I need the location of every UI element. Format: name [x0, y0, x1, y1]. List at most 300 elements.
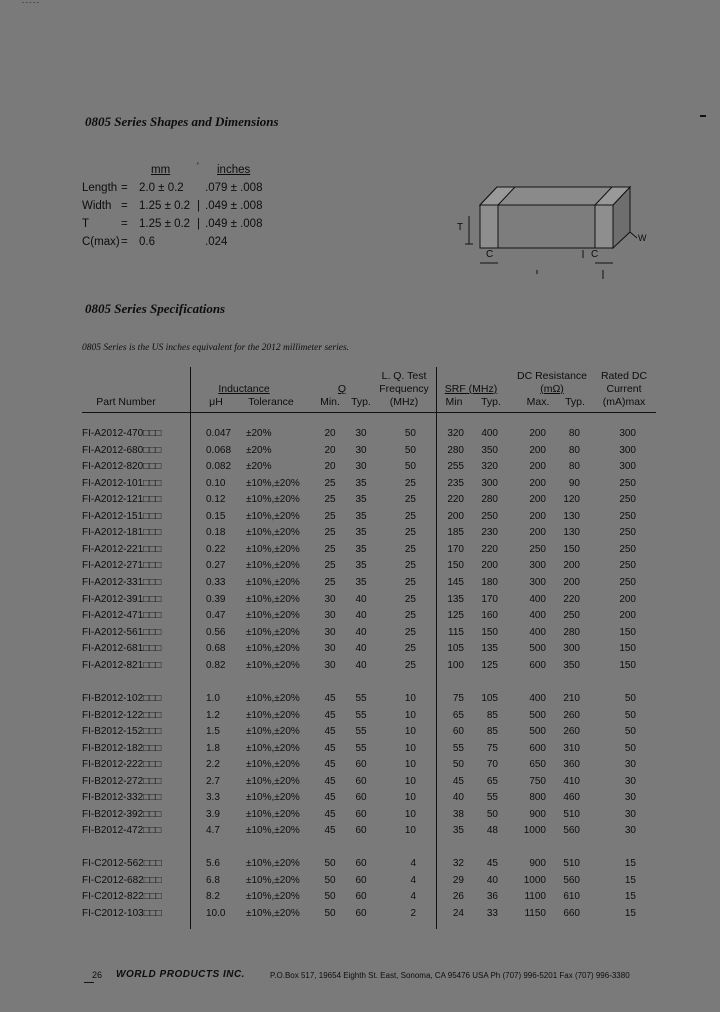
cell-q-typ: 55 [355, 742, 367, 754]
cell-q-typ: 60 [355, 825, 367, 837]
cell-q-min: 45 [324, 693, 336, 704]
cell-q-min: 20 [324, 461, 336, 473]
cell-q-min: 50 [324, 907, 336, 919]
cell-dcr-max: 750 [529, 775, 546, 787]
cell-q-typ: 35 [355, 543, 367, 555]
cell-rated-current: 15 [624, 858, 636, 869]
dim-label: Length [82, 182, 118, 194]
cell-part-number: FI-B2012-332□□□ [82, 792, 162, 804]
cell-tolerance: ±10%,±20% [246, 874, 300, 886]
cell-q-min: 30 [324, 610, 336, 622]
cell-q-typ: 30 [355, 428, 367, 439]
cell-srf-typ: 400 [481, 428, 498, 439]
cell-dcr-max: 600 [529, 659, 546, 671]
cell-inductance: 1.0 [206, 693, 220, 704]
cell-part-number: FI-A2012-680□□□ [82, 444, 162, 456]
cell-dcr-max: 800 [529, 792, 546, 804]
cell-dcr-max: 200 [529, 477, 546, 489]
cell-q-typ: 60 [355, 808, 367, 820]
header-rule [82, 412, 656, 413]
cell-q-min: 50 [324, 874, 336, 886]
cell-tolerance: ±10%,±20% [246, 891, 300, 903]
company-address: P.O.Box 517, 19654 Eighth St. East, Sonoma, CA 95476 USA Ph (707) 996-5201 Fax (707) 996-3380 [270, 971, 630, 980]
cell-test-freq: 10 [404, 693, 416, 704]
cell-q-typ: 55 [355, 726, 367, 738]
cell-dcr-max: 1100 [524, 891, 546, 903]
cell-dcr-typ: 90 [568, 477, 580, 489]
cell-rated-current: 200 [619, 610, 636, 622]
cell-srf-min: 32 [452, 858, 464, 869]
cell-inductance: 0.39 [206, 593, 226, 605]
cell-part-number: FI-A2012-101□□□ [82, 477, 162, 489]
hdr-srf: SRF (MHz) [444, 383, 498, 395]
cell-inductance: 2.7 [206, 775, 220, 787]
cell-inductance: 3.3 [206, 792, 220, 804]
cell-test-freq: 4 [410, 891, 416, 903]
dim-mm: 0.6 [139, 236, 155, 248]
footer-tick [84, 982, 94, 983]
cell-srf-typ: 48 [486, 825, 498, 837]
cell-srf-typ: 170 [481, 593, 498, 605]
cell-test-freq: 10 [404, 808, 416, 820]
cell-srf-typ: 70 [486, 759, 498, 771]
dim-tick: ' [197, 161, 199, 171]
cell-srf-min: 320 [447, 428, 464, 439]
cell-srf-min: 185 [447, 527, 464, 539]
cell-dcr-max: 400 [529, 610, 546, 622]
dim-label: T [82, 218, 90, 230]
hdr-srf-typ: Typ. [481, 396, 501, 408]
cell-srf-typ: 200 [481, 560, 498, 572]
cell-dcr-max: 200 [529, 527, 546, 539]
cell-test-freq: 10 [404, 759, 416, 771]
cell-inductance: 0.33 [206, 576, 226, 588]
cell-q-typ: 30 [355, 461, 367, 473]
cell-q-min: 45 [324, 759, 336, 771]
cell-inductance: 1.2 [206, 709, 220, 721]
cell-test-freq: 50 [404, 428, 416, 439]
dim-col-inches: inches [217, 164, 251, 176]
cell-srf-typ: 150 [481, 626, 498, 638]
hdr-tolerance: Tolerance [248, 396, 294, 408]
page-number: 26 [92, 970, 103, 980]
cell-rated-current: 300 [619, 444, 636, 456]
cell-inductance: 1.8 [206, 742, 220, 754]
hdr-rated-2: Current [606, 383, 642, 395]
vrule-1 [190, 367, 191, 929]
cell-tolerance: ±10%,±20% [246, 726, 300, 738]
cell-inductance: 0.82 [206, 659, 226, 671]
cell-test-freq: 4 [410, 874, 416, 886]
chip-diagram [455, 180, 655, 280]
cell-inductance: 3.9 [206, 808, 220, 820]
cell-dcr-typ: 80 [568, 461, 580, 473]
cell-srf-typ: 105 [481, 693, 498, 704]
cell-srf-min: 170 [447, 543, 464, 555]
cell-q-min: 45 [324, 775, 336, 787]
cell-dcr-typ: 560 [563, 825, 580, 837]
cell-dcr-max: 400 [529, 693, 546, 704]
cell-test-freq: 10 [404, 775, 416, 787]
cell-dcr-max: 200 [529, 494, 546, 506]
cell-dcr-typ: 350 [563, 659, 580, 671]
cell-test-freq: 25 [404, 593, 416, 605]
cell-srf-typ: 36 [486, 891, 498, 903]
cell-rated-current: 150 [619, 659, 636, 671]
cell-srf-min: 200 [447, 510, 464, 522]
cell-test-freq: 25 [404, 576, 416, 588]
cell-tolerance: ±10%,±20% [246, 610, 300, 622]
shapes-title: 0805 Series Shapes and Dimensions [85, 114, 279, 129]
cell-srf-min: 26 [452, 891, 464, 903]
cell-test-freq: 4 [410, 858, 416, 869]
intro-text: 0805 Series is the US inches equivalent for the 2012 millimeter series. [82, 343, 350, 353]
cell-q-typ: 35 [355, 510, 367, 522]
cell-tolerance: ±10%,±20% [246, 693, 300, 704]
cell-rated-current: 250 [619, 543, 636, 555]
cell-q-min: 45 [324, 709, 336, 721]
cell-dcr-typ: 80 [568, 444, 580, 456]
cell-test-freq: 10 [404, 792, 416, 804]
cell-dcr-max: 200 [529, 510, 546, 522]
cell-inductance: 10.0 [206, 907, 226, 919]
cell-dcr-max: 650 [529, 759, 546, 771]
cell-srf-typ: 65 [486, 775, 498, 787]
cell-dcr-typ: 410 [563, 775, 580, 787]
cell-srf-typ: 280 [481, 494, 498, 506]
cell-part-number: FI-B2012-182□□□ [82, 742, 162, 754]
cell-inductance: 0.47 [206, 610, 226, 622]
cell-tolerance: ±10%,±20% [246, 477, 300, 489]
label-t: T [457, 222, 464, 233]
cell-test-freq: 50 [404, 444, 416, 456]
cell-test-freq: 25 [404, 494, 416, 506]
cell-q-typ: 60 [355, 891, 367, 903]
cell-dcr-max: 1150 [524, 907, 546, 919]
cell-srf-min: 45 [452, 775, 464, 787]
cell-part-number: FI-A2012-820□□□ [82, 461, 162, 473]
cell-q-typ: 40 [355, 643, 367, 655]
cell-test-freq: 25 [404, 527, 416, 539]
cell-dcr-typ: 130 [563, 527, 580, 539]
cell-srf-min: 125 [447, 610, 464, 622]
cell-test-freq: 25 [404, 610, 416, 622]
cell-tolerance: ±10%,±20% [246, 742, 300, 754]
cell-dcr-typ: 310 [563, 742, 580, 754]
cell-dcr-max: 500 [529, 643, 546, 655]
cell-rated-current: 30 [624, 759, 636, 771]
cell-srf-typ: 40 [486, 874, 498, 886]
cell-srf-min: 24 [452, 907, 464, 919]
cell-srf-min: 75 [452, 693, 464, 704]
cell-dcr-typ: 510 [563, 808, 580, 820]
cell-inductance: 8.2 [206, 891, 220, 903]
cell-inductance: 2.2 [206, 759, 220, 771]
cell-tolerance: ±10%,±20% [246, 759, 300, 771]
cell-srf-typ: 180 [481, 576, 498, 588]
cell-tolerance: ±10%,±20% [246, 626, 300, 638]
cell-q-min: 45 [324, 808, 336, 820]
cell-tolerance: ±10%,±20% [246, 825, 300, 837]
cell-dcr-typ: 610 [563, 891, 580, 903]
cell-rated-current: 250 [619, 477, 636, 489]
cell-part-number: FI-A2012-681□□□ [82, 643, 162, 655]
cell-rated-current: 30 [624, 792, 636, 804]
cell-dcr-typ: 510 [563, 858, 580, 869]
company-name: WORLD PRODUCTS INC. [116, 969, 245, 980]
cell-part-number: FI-A2012-271□□□ [82, 560, 162, 572]
cell-q-min: 25 [324, 560, 336, 572]
cell-q-min: 45 [324, 742, 336, 754]
cell-srf-typ: 220 [481, 543, 498, 555]
cell-dcr-max: 900 [529, 808, 546, 820]
cell-srf-min: 235 [447, 477, 464, 489]
dim-eq: = [121, 182, 128, 194]
cell-dcr-max: 250 [529, 543, 546, 555]
cell-q-typ: 60 [355, 907, 367, 919]
dim-eq: = [121, 218, 128, 230]
edge-mark [700, 115, 706, 117]
cell-tolerance: ±10%,±20% [246, 494, 300, 506]
cell-q-min: 45 [324, 726, 336, 738]
cell-dcr-max: 200 [529, 428, 546, 439]
cell-tolerance: ±20% [246, 428, 272, 439]
dim-inches: .049 ± .008 [205, 218, 263, 230]
cell-test-freq: 25 [404, 477, 416, 489]
cell-inductance: 0.047 [206, 428, 232, 439]
cell-dcr-max: 300 [529, 560, 546, 572]
cell-test-freq: 25 [404, 560, 416, 572]
cell-test-freq: 10 [404, 742, 416, 754]
cell-inductance: 0.68 [206, 643, 226, 655]
cell-rated-current: 150 [619, 643, 636, 655]
cell-inductance: 0.18 [206, 527, 226, 539]
cell-rated-current: 50 [624, 709, 636, 721]
cell-inductance: 0.10 [206, 477, 226, 489]
hdr-dcr-max: Max. [526, 396, 550, 408]
cell-srf-min: 280 [447, 444, 464, 456]
cell-srf-typ: 230 [481, 527, 498, 539]
cell-part-number: FI-B2012-392□□□ [82, 808, 162, 820]
cell-srf-min: 255 [447, 461, 464, 473]
hdr-rated-1: Rated DC [600, 370, 648, 382]
cell-dcr-max: 1000 [523, 874, 546, 886]
dim-mm: 1.25 ± 0.2 [139, 200, 191, 212]
cell-dcr-typ: 220 [563, 593, 580, 605]
cell-srf-typ: 85 [486, 726, 498, 738]
cell-part-number: FI-A2012-221□□□ [82, 543, 162, 555]
cell-rated-current: 50 [624, 726, 636, 738]
cell-dcr-max: 400 [529, 593, 546, 605]
cell-inductance: 6.8 [206, 874, 220, 886]
cell-srf-min: 150 [447, 560, 464, 572]
hdr-q-typ: Typ. [351, 396, 371, 408]
cell-rated-current: 50 [624, 693, 636, 704]
cell-srf-typ: 75 [486, 742, 498, 754]
cell-q-typ: 40 [355, 610, 367, 622]
spec-title: 0805 Series Specifications [85, 301, 226, 316]
cell-inductance: 0.22 [206, 543, 226, 555]
cell-inductance: 0.27 [206, 560, 226, 572]
cell-q-typ: 60 [355, 858, 367, 869]
cell-tolerance: ±10%,±20% [246, 775, 300, 787]
cell-q-typ: 35 [355, 576, 367, 588]
cell-part-number: FI-A2012-471□□□ [82, 610, 162, 622]
cell-part-number: FI-B2012-272□□□ [82, 775, 162, 787]
cell-srf-min: 100 [447, 659, 464, 671]
cell-part-number: FI-B2012-472□□□ [82, 825, 162, 837]
cell-test-freq: 10 [404, 709, 416, 721]
cell-dcr-typ: 200 [563, 560, 580, 572]
cell-q-min: 25 [324, 477, 336, 489]
cell-q-typ: 30 [355, 444, 367, 456]
cell-test-freq: 25 [404, 626, 416, 638]
cell-srf-typ: 300 [481, 477, 498, 489]
cell-part-number: FI-A2012-821□□□ [82, 659, 162, 671]
cell-tolerance: ±10%,±20% [246, 593, 300, 605]
chip-body-icon [465, 187, 637, 279]
cell-q-min: 25 [324, 576, 336, 588]
cell-part-number: FI-C2012-562□□□ [82, 858, 162, 869]
cell-dcr-typ: 250 [563, 610, 580, 622]
cell-test-freq: 25 [404, 510, 416, 522]
cell-srf-min: 50 [452, 759, 464, 771]
cell-rated-current: 250 [619, 510, 636, 522]
cell-q-typ: 60 [355, 792, 367, 804]
cell-srf-typ: 55 [486, 792, 498, 804]
cell-tolerance: ±10%,±20% [246, 709, 300, 721]
cell-srf-min: 29 [452, 874, 464, 886]
cell-srf-min: 60 [452, 726, 464, 738]
cell-tolerance: ±10%,±20% [246, 576, 300, 588]
cell-q-typ: 40 [355, 593, 367, 605]
dim-sep: | [197, 200, 200, 212]
cell-srf-min: 38 [452, 808, 464, 820]
cell-srf-min: 35 [452, 825, 464, 837]
cell-q-typ: 60 [355, 775, 367, 787]
cell-q-min: 30 [324, 659, 336, 671]
cell-test-freq: 25 [404, 659, 416, 671]
cell-inductance: 0.15 [206, 510, 226, 522]
dim-mm: 2.0 ± 0.2 [139, 182, 184, 194]
cell-q-typ: 35 [355, 494, 367, 506]
cell-srf-typ: 33 [486, 907, 498, 919]
cell-tolerance: ±10%,±20% [246, 792, 300, 804]
cell-srf-typ: 85 [486, 709, 498, 721]
cell-rated-current: 50 [624, 742, 636, 754]
cell-q-min: 20 [324, 428, 336, 439]
hdr-dcr-1: DC Resistance [516, 370, 588, 382]
cell-dcr-max: 500 [529, 726, 546, 738]
cell-q-min: 45 [324, 792, 336, 804]
cell-inductance: 1.5 [206, 726, 220, 738]
cell-rated-current: 15 [624, 874, 636, 886]
cell-dcr-typ: 150 [563, 543, 580, 555]
cell-rated-current: 250 [619, 560, 636, 572]
cell-tolerance: ±20% [246, 444, 272, 456]
cell-q-typ: 60 [355, 874, 367, 886]
dim-label: C(max) [82, 236, 120, 248]
cell-inductance: 4.7 [206, 825, 220, 837]
cell-srf-typ: 160 [481, 610, 498, 622]
cell-part-number: FI-A2012-561□□□ [82, 626, 162, 638]
cell-test-freq: 10 [404, 825, 416, 837]
hdr-dcr-typ: Typ. [565, 396, 585, 408]
cell-srf-min: 105 [447, 643, 464, 655]
hdr-uh: μH [209, 396, 223, 408]
cell-part-number: FI-B2012-152□□□ [82, 726, 162, 738]
cell-rated-current: 300 [619, 461, 636, 473]
cell-part-number: FI-A2012-391□□□ [82, 593, 162, 605]
vrule-2 [436, 367, 437, 929]
cell-dcr-typ: 360 [563, 759, 580, 771]
cell-part-number: FI-A2012-121□□□ [82, 494, 162, 506]
cell-q-min: 25 [324, 543, 336, 555]
hdr-q-min: Min. [320, 396, 340, 408]
hdr-q: Q [337, 383, 347, 395]
cell-q-typ: 55 [355, 709, 367, 721]
cell-srf-min: 65 [452, 709, 464, 721]
cell-dcr-typ: 300 [563, 643, 580, 655]
cell-rated-current: 250 [619, 527, 636, 539]
dim-inches: .079 ± .008 [205, 182, 263, 194]
hdr-lq-3: (MHz) [389, 396, 419, 408]
cell-dcr-max: 900 [529, 858, 546, 869]
cell-rated-current: 300 [619, 428, 636, 439]
cell-q-typ: 55 [355, 693, 367, 704]
cell-q-min: 50 [324, 858, 336, 869]
cell-tolerance: ±10%,±20% [246, 560, 300, 572]
cell-inductance: 0.082 [206, 461, 232, 473]
cell-q-min: 30 [324, 626, 336, 638]
dim-mm: 1.25 ± 0.2 [139, 218, 191, 230]
cell-q-typ: 35 [355, 477, 367, 489]
cell-part-number: FI-B2012-122□□□ [82, 709, 162, 721]
dim-sep: | [197, 218, 200, 230]
cell-q-min: 25 [324, 494, 336, 506]
cell-dcr-typ: 200 [563, 576, 580, 588]
cell-srf-typ: 50 [486, 808, 498, 820]
cell-tolerance: ±10%,±20% [246, 643, 300, 655]
cell-dcr-max: 200 [529, 444, 546, 456]
cell-dcr-max: 500 [529, 709, 546, 721]
cell-tolerance: ±10%,±20% [246, 527, 300, 539]
cell-tolerance: ±20% [246, 461, 272, 473]
cell-part-number: FI-A2012-331□□□ [82, 576, 162, 588]
cell-dcr-typ: 280 [563, 626, 580, 638]
cell-srf-min: 115 [448, 626, 464, 638]
cell-srf-min: 220 [447, 494, 464, 506]
cell-dcr-typ: 660 [563, 907, 580, 919]
cell-part-number: FI-A2012-181□□□ [82, 527, 162, 539]
cell-dcr-typ: 460 [563, 792, 580, 804]
cell-srf-typ: 135 [481, 643, 498, 655]
cell-q-typ: 35 [355, 560, 367, 572]
cell-part-number: FI-C2012-822□□□ [82, 891, 162, 903]
dim-col-mm: mm [151, 164, 171, 176]
cell-dcr-max: 200 [529, 461, 546, 473]
hdr-srf-min: Min [445, 396, 463, 408]
cell-part-number: FI-A2012-470□□□ [82, 428, 162, 439]
cell-dcr-max: 600 [529, 742, 546, 754]
label-c1: C [486, 249, 494, 260]
dim-eq: = [121, 236, 128, 248]
cell-tolerance: ±10%,±20% [246, 858, 300, 869]
cell-part-number: FI-C2012-103□□□ [82, 907, 162, 919]
cell-srf-typ: 125 [481, 659, 498, 671]
cell-tolerance: ±10%,±20% [246, 543, 300, 555]
cell-part-number: FI-B2012-222□□□ [82, 759, 162, 771]
